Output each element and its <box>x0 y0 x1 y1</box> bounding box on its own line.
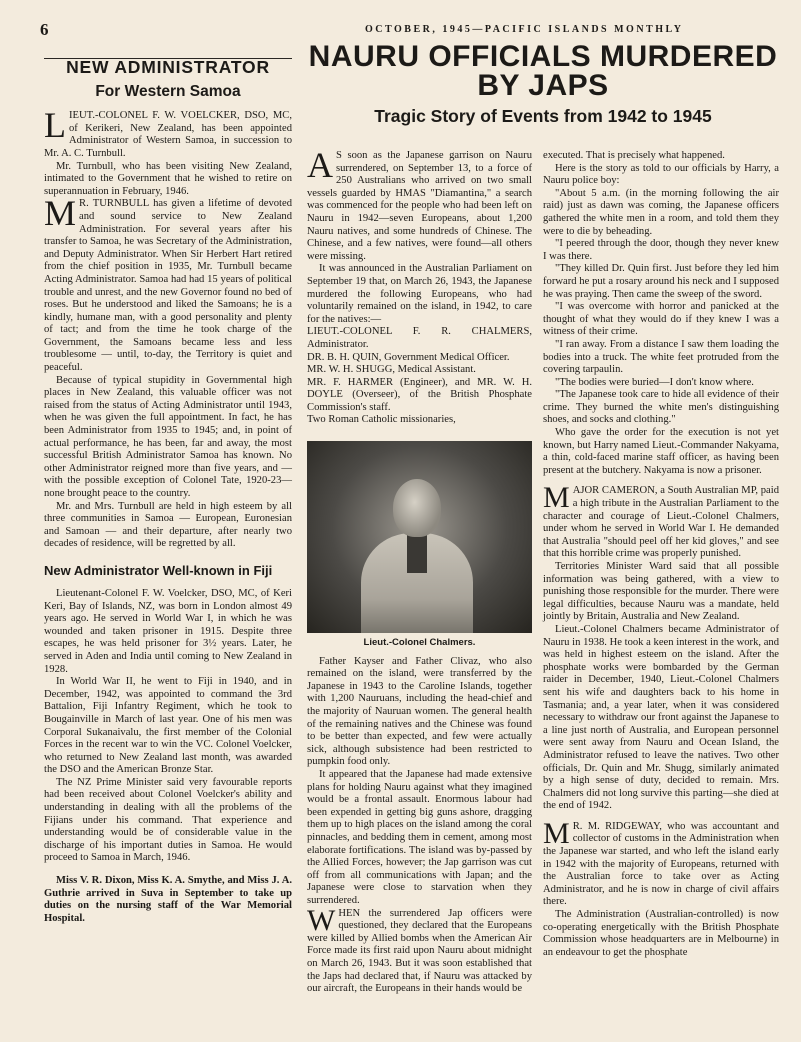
paragraph: It was announced in the Australian Parliament on September 19 that, on March 26, 1943, the Japanese murdered the following Europeans, who had voluntarily remained on the island, in 1942, to care for the natives:— <box>307 263 532 325</box>
drop-cap: M <box>543 481 570 515</box>
paragraph: Because of typical stupidity in Governmental high places in New Zealand, this valuable officer was not raised from the status of Acting Administrator until 1943, when he was given the full appointment. In fact, he has been Administrator from 1935 to 1945; and, in point of actual performance, he has been, far and away, the most successful British Administrator Samoa has known. No other Administrator reigned more than five years, and —with the possible exception of Colonel Tate, 1920-23—none brought peace to the country. <box>44 374 292 499</box>
right-column <box>543 150 779 959</box>
paragraph: The Administration (Australian-controlled) is now co-operating energetically with the British Phosphate Commission whose headquarters are in Melbourne) in an endeavour to get the phosphate <box>543 909 779 958</box>
photo-caption: Lieut.-Colonel Chalmers. <box>363 637 476 649</box>
paragraph: "The Japanese took care to hide all evidence of their crime. They burned the white men's distinguishing shoes, and socks and clothing." <box>543 389 779 426</box>
paragraph: In World War II, he went to Fiji in 1940, and in December, 1942, was appointed to command the 3rd Battalion, Fiji Infantry Regiment, which he took to Bougainville in March of last year. One of his men was Corporal Sukanaivalu, the first member of the Colonial Forces in the recent war to win the VC. Colonel Voelcker, who returned to New Zealand last month, was awarded the DSO and the American Bronze Star. <box>44 676 292 776</box>
paragraph: Mr. Turnbull, who has been visiting New Zealand, intimated to the Government that he wished to retire on superannuation in February, 1946. <box>44 160 292 197</box>
paragraph: Territories Minister Ward said that all possible information was being gathered, with a view to punishing those responsible for the murder. There were legal difficulties, because Nauru was a mandate, held jointly by Britain, Australia and New Zealand. <box>543 561 779 623</box>
paragraph: The NZ Prime Minister said very favourable reports had been received about Colonel Voelcker's ability and understanding in dealing with all the problems of the Fijians under his command. That experience and understanding would be of considerable value in the discharge of his important duties in Samoa. He would proceed to Samoa in March, 1946. <box>44 776 292 864</box>
headline-new-administrator: NEW ADMINISTRATOR <box>66 57 270 77</box>
victim-name: Two Roman Catholic missionaries, <box>307 414 456 426</box>
drop-cap: M <box>44 193 77 234</box>
paragraph: M R. TURNBULL has given a lifetime of devoted and sound service to New Zealand Administration. For several years after his transfer to Samoa, he was Secretary of the Administration, and Deputy Administrator. When Sir Herbert Hart retired from the chief position in 1935, Mr. Turnbull became Acting Administrator. Samoa had had 15 years of political trouble and unrest, and the new Governor found no bed of roses. But he understood and liked the Samoans; he is a kindly, humane man, with a good personality and plenty of tact; and from the time he took charge of the Government, the Samoans became less and less troublesome — until, to-day, the Territory is quiet and peaceful. <box>44 193 292 374</box>
paragraph: WHEN the surrendered Jap officers were questioned, they declared that the Europeans were killed by Allied bombs when the American Air Force made its first raid upon Nauru about midnight on March 26, 1943. But it was soon established that the Japs had declared that, if Nauru was attacked by our aircraft, the Europeans in their hands would be <box>307 903 532 995</box>
paragraph: Father Kayser and Father Clivaz, who also remained on the island, were transferred by the Japanese in 1943 to the Caroline Islands, together with 1,200 Nauruans, including the head-chief and the majority of Nauruan women. The general health of the remaining natives and the Chinese was found to be better than expected, and few were actually sick, although subsistence had been restricted to pumpkin food only. <box>307 655 532 768</box>
drop-cap: W <box>307 903 336 937</box>
paragraph: Lieut.-Colonel Chalmers became Administrator of Nauru in 1938. He took a keen interest in the work, and was held in highest esteem on the island. After the phosphate works were bombarded by the German raider in December, 1940, Lieut.-Colonel Chalmers sent his wife and daughters back to his home in Tasmania; and, a year later, when it was considered necessary to withdraw our front against the Japanese to a line just north of Australia, and European personnel were sent away from Nauru and Ocean Island, the Administrator refused to leave the natives. Two other officials, Dr. Quin and Mr. Shugg, similarly animated by a high sense of duty, decided to remain. Mrs. Chalmers did not long survive this parting—she died at the end of 1942. <box>543 623 779 812</box>
paragraph: M R. M. RIDGEWAY, who was accountant and collector of customs in the Administration when the Japanese war started, and who left the island early in 1942 with the majority of Europeans, returned with the Australian force to take over as Acting Administrator, and he is now in charge of civil affairs there. <box>543 816 779 908</box>
running-head: OCTOBER, 1945—PACIFIC ISLANDS MONTHLY <box>365 24 684 35</box>
paragraph: "I peered through the door, though they never knew I was there. <box>543 238 779 262</box>
paragraph: Lieutenant-Colonel F. W. Voelcker, DSO, MC, of Keri Keri, Bay of Islands, NZ, was born in London almost 49 years ago. He served in World War I, in which he was wounded and taken prisoner in 1915. Despite three escapes, he was held prisoner for 3½ years. Later, he served in Aden and India until coming to New Zealand in 1928. <box>44 587 292 675</box>
portrait-photo <box>307 441 532 633</box>
victim-name: LIEUT.-COLONEL F. R. CHALMERS, Administrator. <box>307 326 532 350</box>
paragraph: "I ran away. From a distance I saw them loading the bodies into a truck. The white feet protruded from the covering tarpaulin. <box>543 338 779 376</box>
victim-name: DR. B. H. QUIN, Government Medical Officer. <box>307 351 510 363</box>
main-subtitle: Tragic Story of Events from 1942 to 1945 <box>374 106 712 126</box>
left-column <box>44 52 292 925</box>
subhead-fiji: New Administrator Well-known in Fiji <box>44 562 273 578</box>
paragraph: It appeared that the Japanese had made extensive plans for holding Nauru against what they imagined would be a frontal assault. Enormous labour had been expended in getting big guns ashore, dragging them up to high places on the island among the coral pinnacles, and bedding them in cement, among most elaborate fortifications. The island was by-passed by the Allied Forces, however; the Jap garrison was cut off from all communications with Japan; and the Japanese were close to starvation when they surrendered. <box>307 769 532 906</box>
middle-column <box>307 145 532 996</box>
paragraph: "About 5 a.m. (in the morning following the air raid) just as dawn was coming, the Japanese officers gathered the white men in a room, and told them they were to die by beheading. <box>543 187 779 237</box>
paragraph: LIEUT.-COLONEL F. W. VOELCKER, DSO, MC, of Kerikeri, New Zealand, has been appointed Administrator of Western Samoa, in succession to Mr. A. C. Turnbull. <box>44 105 292 159</box>
paragraph: executed. That is precisely what happened. <box>543 150 725 161</box>
paragraph: MAJOR CAMERON, a South Australian MP, paid a high tribute in the Australian Parliament to the character and courage of Lieut.-Colonel Chalmers, under whom he served in World War I. He demanded that Australia "should peel off her kid gloves," and see that this horrible crime was properly punished. <box>543 481 779 560</box>
subhead-western-samoa: For Western Samoa <box>95 82 241 100</box>
victims-list <box>307 326 532 427</box>
main-headline: NAURU OFFICIALS MURDERED BY JAPS <box>308 40 778 102</box>
paragraph: "They killed Dr. Quin first. Just before they led him forward he put a rosary around his neck and I supposed he was praying. Then came the sweep of the sword. <box>543 263 779 300</box>
paragraph: Here is the story as told to our officials by Harry, a Nauru police boy: <box>543 162 779 187</box>
paragraph: "The bodies were buried—I don't know where. <box>555 376 754 388</box>
victim-name: MR. F. HARMER (Engineer), and MR. W. H. DOYLE (Overseer), of the British Phosphate Commission's staff. <box>307 376 532 413</box>
victim-name: MR. W. H. SHUGG, Medical Assistant. <box>307 364 476 376</box>
drop-cap: L <box>44 105 66 146</box>
paragraph-nurses: Miss V. R. Dixon, Miss K. A. Smythe, and Miss J. A. Guthrie arrived in Suva in September to take up duties on the nursing staff of the War Memorial Hospital. <box>44 875 292 924</box>
paragraph: Mr. and Mrs. Turnbull are held in high esteem by all three communities in Samoa — European, Euronesian and Samoan — and their departure, after nearly two decades of residence, will be regretted by all. <box>44 500 292 550</box>
paragraph: A S soon as the Japanese garrison on Nauru surrendered, on September 13, to a force of 250 Australians who arrived on two small vessels guarded by HMAS "Diamantina," a search was commenced for the people who had been left on Nauru in 1942—seven Europeans, about 1,200 Nauru natives, and some hundreds of Chinese. The Chinese, and a few natives, were found—all others were missing. <box>307 145 532 262</box>
drop-cap: A <box>307 145 333 185</box>
paragraph: Who gave the order for the execution is not yet known, but Harry named Lieut.-Commander Nakyama, a thin, cold-faced marine staff officer, as having been present at the butchery. Nakyama is now a prisoner. <box>543 427 779 476</box>
paragraph: "I was overcome with horror and panicked at the thought of what they would do if they knew I was a witness of their crime. <box>543 301 779 338</box>
drop-cap: M <box>543 816 570 850</box>
page-number: 6 <box>40 20 49 39</box>
